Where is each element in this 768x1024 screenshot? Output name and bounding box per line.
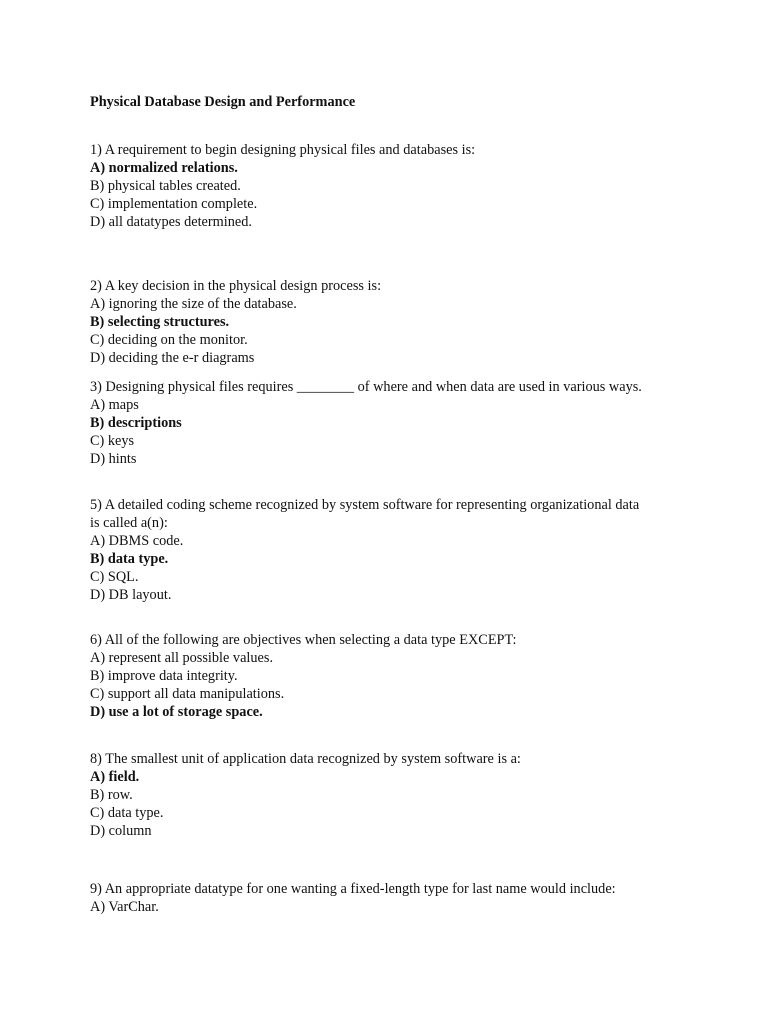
document-title: Physical Database Design and Performance <box>90 94 356 110</box>
answer-option: A) DBMS code. <box>90 533 184 549</box>
question-text: 8) The smallest unit of application data recognized by system software is a: <box>90 751 521 767</box>
question-9 <box>90 880 690 916</box>
question-6 <box>90 631 690 721</box>
answer-option-correct: A) field. <box>90 769 140 785</box>
answer-option-correct: B) data type. <box>90 551 169 567</box>
answer-option: C) implementation complete. <box>90 196 258 212</box>
answer-option: C) data type. <box>90 805 164 821</box>
answer-option-correct: B) selecting structures. <box>90 314 230 330</box>
answer-option: B) physical tables created. <box>90 178 241 194</box>
question-1 <box>90 141 690 231</box>
answer-option: C) SQL. <box>90 569 139 585</box>
answer-option-correct: A) normalized relations. <box>90 160 238 176</box>
answer-option: C) support all data manipulations. <box>90 686 285 702</box>
answer-option: B) improve data integrity. <box>90 668 238 684</box>
answer-option: D) all datatypes determined. <box>90 214 252 230</box>
question-text-continued: is called a(n): <box>90 515 168 531</box>
answer-option: D) hints <box>90 451 137 467</box>
question-text: 3) Designing physical files requires ________ of where and when data are used in various ways. <box>90 379 642 395</box>
question-text: 2) A key decision in the physical design process is: <box>90 278 382 294</box>
question-text: 6) All of the following are objectives when selecting a data type EXCEPT: <box>90 632 517 648</box>
answer-option: A) maps <box>90 397 139 413</box>
answer-option: C) deciding on the monitor. <box>90 332 248 348</box>
answer-option: A) represent all possible values. <box>90 650 274 666</box>
question-text: 9) An appropriate datatype for one wanting a fixed-length type for last name would include: <box>90 881 616 897</box>
question-5 <box>90 496 690 604</box>
answer-option: B) row. <box>90 787 133 803</box>
answer-option: D) DB layout. <box>90 587 172 603</box>
question-text: 1) A requirement to begin designing physical files and databases is: <box>90 142 476 158</box>
question-3 <box>90 378 690 468</box>
answer-option: A) ignoring the size of the database. <box>90 296 297 312</box>
answer-option: A) VarChar. <box>90 899 159 915</box>
answer-option-correct: D) use a lot of storage space. <box>90 704 263 720</box>
answer-option: D) deciding the e-r diagrams <box>90 350 255 366</box>
question-8 <box>90 750 690 840</box>
answer-option-correct: B) descriptions <box>90 415 182 431</box>
answer-option: D) column <box>90 823 152 839</box>
question-text: 5) A detailed coding scheme recognized by system software for representing organizational data <box>90 497 640 513</box>
answer-option: C) keys <box>90 433 135 449</box>
question-2 <box>90 277 690 367</box>
